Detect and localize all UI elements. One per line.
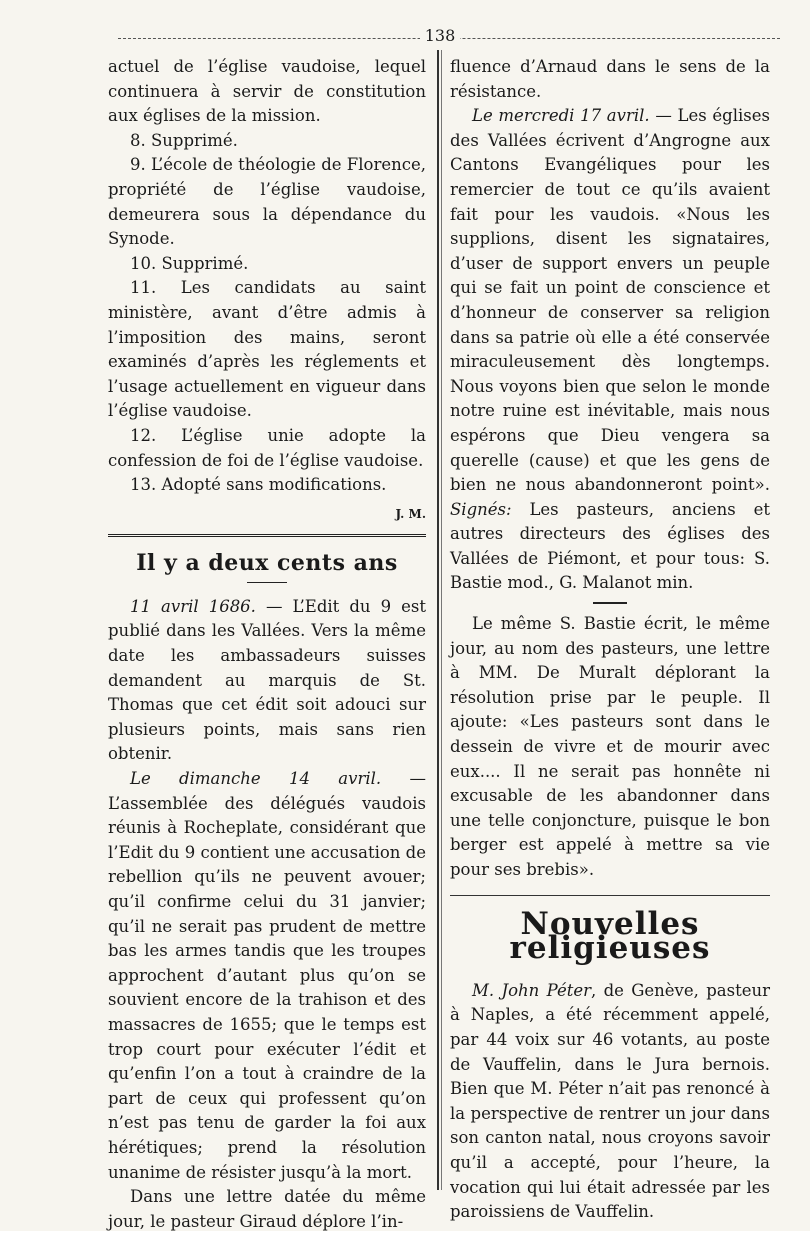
column-divider-thin [441, 50, 442, 1190]
date-label: 11 avril 1686. [130, 596, 256, 616]
title-underline [247, 582, 287, 583]
page-number: 138 [420, 26, 460, 46]
paragraph-text: , de Genève, pasteur à Naples, a été récemment appelé, par 44 voix sur 46 votants, au poste de Vauffelin, dans le Jura bernois. Bien que M. Péter n’ait pas renoncé à la perspective de rentrer un jour dans son canton natal, nous croyons savoir qu’il a accepté, pour l’heure, la vocation qui lui était adressée par les paroissiens de Vauffelin. [450, 980, 770, 1222]
date-label: Le mercredi 17 avril. [472, 106, 650, 126]
person-name: M. John Péter [472, 980, 591, 1000]
date-label: Le dimanche 14 avril. [130, 769, 382, 789]
author-signature: J. M. [395, 506, 426, 521]
paragraph: Le même S. Bastie écrit, le même jour, au nom des pasteurs, une lettre à MM. De Muralt déplorant la résolution prise par le peuple. Il ajoute: «Les pasteurs sont dans le dessein de vivre et de mourir avec eux.... Il ne serait pas honnête ni excusable de les abandonner dans une telle conjoncture, puisque le bon berger est appelé à mettre sa vie pour ses brebis». [450, 614, 770, 879]
signatories-text: Les pasteurs, anciens et autres directeurs des églises des Vallées de Piémont, et pour tous: S. Bastie mod., G. Malanot min. [450, 499, 770, 593]
paragraph: fluence d’Arnaud dans le sens de la résistance. [450, 57, 770, 101]
right-column [450, 55, 770, 1225]
left-column [108, 55, 426, 1234]
list-item: 12. L’église unie adopte la confession de foi de l’église vaudoise. [108, 425, 426, 470]
paragraph [108, 595, 426, 767]
section-divider [108, 534, 426, 537]
paragraph-divider [593, 602, 627, 604]
section-title: Il y a deux cents ans [136, 550, 398, 577]
paragraph-text: — L’assemblée des délégués vaudois réunis à Rocheplate, considérant que l’Edit du 9 contient une accusation de rebellion qu’ils ne peuvent avouer; qu’il confirme celui du 31 janvier; qu’il ne serait pas prudent de mettre bas les armes tandis que les troupes approchent d’autant plus qu’on se souvient encore de la trahison et des massacres de 1655; que le temps est trop court pour exécuter l’édit et qu’enfin l’on a tout à craindre de la part de ceux qui professent qu’on n’est pas tenu de garder la foi aux hérétiques; prend la résolution unanime de résister jusqu’à la mort. [108, 769, 426, 1182]
list-item: actuel de l’église vaudoise, lequel continuera à servir de constitution aux églises de la mission. [108, 57, 426, 126]
paragraph [108, 767, 426, 1185]
paragraph: Dans une lettre datée du même jour, le pasteur Giraud déplore l’in- [108, 1187, 426, 1231]
news-section-title: Nouvelles religieuses [509, 905, 711, 967]
column-divider [437, 50, 439, 1190]
list-item: 13. Adopté sans modifications. [130, 475, 387, 495]
list-item: 10. Supprimé. [130, 253, 249, 273]
list-item: 9. L’école de théologie de Florence, propriété de l’église vaudoise, demeurera sous la dépendance du Synode. [108, 155, 426, 249]
paragraph-text: — Les églises des Vallées écrivent d’Angrogne aux Cantons Evangéliques pour les remercier de tout ce qu’ils avaient fait pour les vaudois. «Nous les supplions, disent les signataires, d’user de support envers un peuple qui se fait un point de conscience et d’honneur de conserver sa religion dans sa patrie où elle a été conservée miraculeusement dès longtemps. Nous voyons bien que selon le monde notre ruine est inévitable, mais nous espérons que Dieu vengera sa querelle (cause) et que les gens de bien ne nous abandonneront point». [450, 106, 770, 495]
signed-label: Signés: [450, 499, 512, 519]
paragraph [450, 104, 770, 596]
section-divider [450, 895, 770, 896]
list-item: 11. Les candidats au saint ministère, avant d’être admis à l’imposition des mains, seront examinés d’après les réglements et l’usage actuellement en vigueur dans l’église vaudoise. [108, 278, 426, 421]
paragraph-text: — L’Edit du 9 est publié dans les Vallées. Vers la même date les ambassadeurs suisses demandent au marquis de St. Thomas que cet édit soit adouci sur plusieurs points, mais sans rien obtenir. [108, 596, 426, 764]
list-item: 8. Supprimé. [130, 130, 238, 150]
paragraph [450, 979, 770, 1225]
